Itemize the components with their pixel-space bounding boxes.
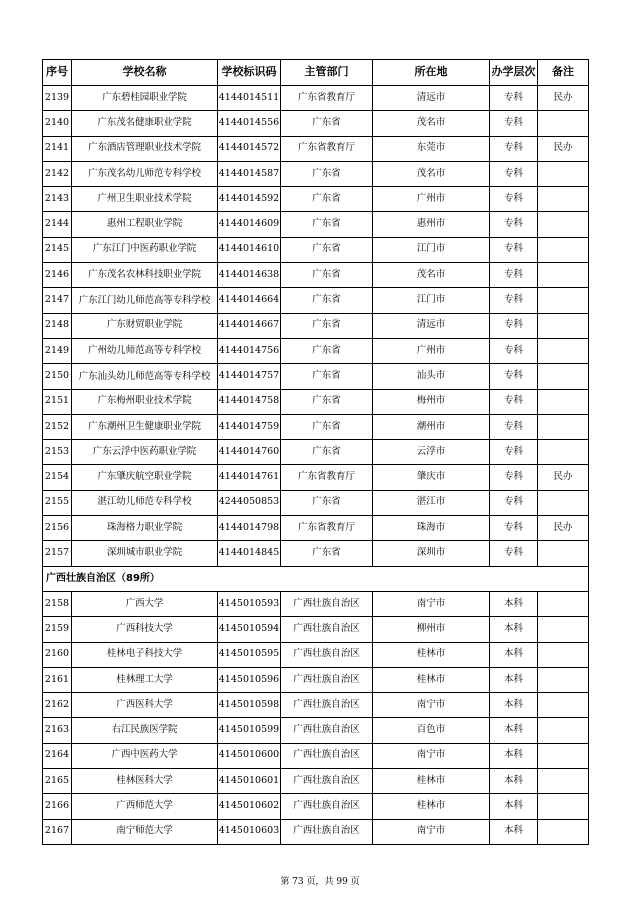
table-row [43,111,589,136]
school-name: 广东肇庆航空职业学院 [72,465,218,490]
location: 南宁市 [373,693,490,718]
school-code: 4145010603 [218,819,281,844]
row-number: 2153 [43,440,72,465]
remark [538,440,589,465]
school-code: 4244050853 [218,490,281,515]
remark [538,819,589,844]
table-row [43,237,589,262]
department: 广东省 [281,288,373,313]
location: 桂林市 [373,667,490,692]
remark [538,490,589,515]
remark [538,414,589,439]
school-code: 4144014638 [218,263,281,288]
school-code: 4144014757 [218,364,281,389]
header-no: 序号 [43,60,72,86]
remark [538,591,589,616]
row-number: 2143 [43,187,72,212]
row-number: 2167 [43,819,72,844]
department: 广东省教育厅 [281,86,373,111]
remark [538,389,589,414]
education-level: 本科 [490,667,538,692]
education-level: 专科 [490,490,538,515]
education-level: 专科 [490,187,538,212]
education-level: 专科 [490,440,538,465]
department: 广东省教育厅 [281,465,373,490]
header-row [43,60,589,86]
education-level: 专科 [490,263,538,288]
section-title: 广西壮族自治区（89所） [43,566,589,591]
location: 清远市 [373,313,490,338]
education-level: 专科 [490,313,538,338]
school-code: 4144014756 [218,338,281,363]
school-name: 广东茂名农林科技职业学院 [72,263,218,288]
education-level: 本科 [490,718,538,743]
school-name: 广东茂名幼儿师范专科学校 [72,161,218,186]
row-number: 2147 [43,288,72,313]
row-number: 2160 [43,642,72,667]
education-level: 专科 [490,136,538,161]
remark [538,693,589,718]
location: 汕头市 [373,364,490,389]
remark [538,288,589,313]
school-name: 广东云浮中医药职业学院 [72,440,218,465]
row-number: 2148 [43,313,72,338]
row-number: 2165 [43,769,72,794]
education-level: 专科 [490,237,538,262]
school-name: 右江民族医学院 [72,718,218,743]
location: 茂名市 [373,111,490,136]
remark [538,338,589,363]
school-code: 4145010601 [218,769,281,794]
table-row [43,769,589,794]
row-number: 2150 [43,364,72,389]
row-number: 2162 [43,693,72,718]
table-row [43,440,589,465]
location: 桂林市 [373,642,490,667]
department: 广东省 [281,414,373,439]
department: 广东省 [281,440,373,465]
location: 南宁市 [373,591,490,616]
school-name: 广东梅州职业技术学院 [72,389,218,414]
school-name: 桂林电子科技大学 [72,642,218,667]
remark [538,161,589,186]
department: 广西壮族自治区 [281,769,373,794]
remark [538,237,589,262]
department: 广西壮族自治区 [281,642,373,667]
school-code: 4145010599 [218,718,281,743]
header-dept: 主管部门 [281,60,373,86]
department: 广西壮族自治区 [281,667,373,692]
location: 潮州市 [373,414,490,439]
table-row [43,86,589,111]
school-name: 广东潮州卫生健康职业学院 [72,414,218,439]
school-name: 广东江门幼儿师范高等专科学校 [72,288,218,313]
table-row [43,667,589,692]
department: 广东省 [281,313,373,338]
row-number: 2157 [43,541,72,566]
education-level: 本科 [490,743,538,768]
row-number: 2166 [43,794,72,819]
guangdong-rows [43,86,589,567]
department: 广东省 [281,187,373,212]
header-name: 学校名称 [72,60,218,86]
school-name: 广州卫生职业技术学院 [72,187,218,212]
table-row [43,313,589,338]
school-name: 广东茂名健康职业学院 [72,111,218,136]
department: 广东省 [281,161,373,186]
school-code: 4144014556 [218,111,281,136]
school-code: 4144014664 [218,288,281,313]
table-row [43,136,589,161]
education-level: 专科 [490,516,538,541]
school-name: 广西科技大学 [72,617,218,642]
department: 广西壮族自治区 [281,819,373,844]
education-level: 专科 [490,364,538,389]
education-level: 本科 [490,617,538,642]
department: 广东省 [281,490,373,515]
school-code: 4145010596 [218,667,281,692]
row-number: 2139 [43,86,72,111]
section-group [43,566,589,591]
table-row [43,338,589,363]
table-row [43,187,589,212]
school-name: 广东财贸职业学院 [72,313,218,338]
school-name: 广州幼儿师范高等专科学校 [72,338,218,363]
school-name: 广东酒店管理职业技术学院 [72,136,218,161]
education-level: 本科 [490,693,538,718]
table-row [43,541,589,566]
department: 广西壮族自治区 [281,743,373,768]
table-row [43,743,589,768]
remark [538,667,589,692]
location: 珠海市 [373,516,490,541]
school-code: 4144014758 [218,389,281,414]
header-note: 备注 [538,60,589,86]
education-level: 专科 [490,338,538,363]
school-code: 4145010595 [218,642,281,667]
education-level: 专科 [490,161,538,186]
table-row [43,591,589,616]
location: 深圳市 [373,541,490,566]
table-row [43,718,589,743]
school-code: 4144014761 [218,465,281,490]
school-code: 4145010598 [218,693,281,718]
table-row [43,288,589,313]
remark [538,541,589,566]
school-code: 4144014572 [218,136,281,161]
school-code: 4144014592 [218,187,281,212]
location: 梅州市 [373,389,490,414]
school-code: 4144014511 [218,86,281,111]
school-name: 广西医科大学 [72,693,218,718]
education-level: 本科 [490,769,538,794]
department: 广东省教育厅 [281,136,373,161]
row-number: 2163 [43,718,72,743]
row-number: 2146 [43,263,72,288]
location: 东莞市 [373,136,490,161]
school-name: 广西师范大学 [72,794,218,819]
row-number: 2164 [43,743,72,768]
row-number: 2156 [43,516,72,541]
location: 清远市 [373,86,490,111]
row-number: 2152 [43,414,72,439]
remark [538,743,589,768]
remark [538,794,589,819]
header-location: 所在地 [373,60,490,86]
department: 广东省 [281,111,373,136]
row-number: 2159 [43,617,72,642]
school-code: 4144014798 [218,516,281,541]
remark [538,212,589,237]
remark [538,364,589,389]
school-code: 4145010594 [218,617,281,642]
remark [538,187,589,212]
school-name: 广西中医药大学 [72,743,218,768]
department: 广东省 [281,389,373,414]
table-row [43,364,589,389]
row-number: 2155 [43,490,72,515]
education-level: 专科 [490,111,538,136]
school-code: 4144014845 [218,541,281,566]
location: 惠州市 [373,212,490,237]
school-code: 4145010593 [218,591,281,616]
department: 广西壮族自治区 [281,693,373,718]
department: 广西壮族自治区 [281,591,373,616]
remark [538,263,589,288]
education-level: 本科 [490,819,538,844]
school-name: 广东汕头幼儿师范高等专科学校 [72,364,218,389]
location: 桂林市 [373,769,490,794]
table-row [43,819,589,844]
location: 南宁市 [373,819,490,844]
table-row [43,389,589,414]
location: 广州市 [373,187,490,212]
school-name: 湛江幼儿师范专科学校 [72,490,218,515]
header-level: 办学层次 [490,60,538,86]
remark [538,718,589,743]
education-level: 专科 [490,465,538,490]
row-number: 2142 [43,161,72,186]
table-row [43,465,589,490]
location: 江门市 [373,237,490,262]
section-row [43,566,589,591]
table-row [43,693,589,718]
school-code: 4144014759 [218,414,281,439]
remark: 民办 [538,516,589,541]
school-code: 4144014760 [218,440,281,465]
table-row [43,516,589,541]
row-number: 2161 [43,667,72,692]
remark [538,111,589,136]
remark: 民办 [538,86,589,111]
row-number: 2149 [43,338,72,363]
department: 广东省 [281,212,373,237]
school-name: 惠州工程职业学院 [72,212,218,237]
school-code: 4144014610 [218,237,281,262]
school-name: 桂林理工大学 [72,667,218,692]
remark [538,313,589,338]
remark [538,642,589,667]
school-code: 4145010602 [218,794,281,819]
table-row [43,414,589,439]
education-level: 专科 [490,541,538,566]
location: 南宁市 [373,743,490,768]
location: 百色市 [373,718,490,743]
school-name: 广东江门中医药职业学院 [72,237,218,262]
table-row [43,161,589,186]
education-level: 专科 [490,288,538,313]
school-code: 4144014667 [218,313,281,338]
school-name: 广东碧桂园职业学院 [72,86,218,111]
location: 云浮市 [373,440,490,465]
row-number: 2140 [43,111,72,136]
row-number: 2145 [43,237,72,262]
department: 广西壮族自治区 [281,617,373,642]
row-number: 2154 [43,465,72,490]
education-level: 专科 [490,86,538,111]
education-level: 专科 [490,414,538,439]
remark: 民办 [538,136,589,161]
guangxi-rows [43,591,589,844]
row-number: 2151 [43,389,72,414]
table-row [43,794,589,819]
table-row [43,263,589,288]
location: 湛江市 [373,490,490,515]
location: 茂名市 [373,161,490,186]
education-level: 本科 [490,642,538,667]
school-code: 4145010600 [218,743,281,768]
school-code: 4144014587 [218,161,281,186]
school-name: 桂林医科大学 [72,769,218,794]
remark: 民办 [538,465,589,490]
table-row [43,642,589,667]
school-name: 珠海格力职业学院 [72,516,218,541]
department: 广东省教育厅 [281,516,373,541]
department: 广西壮族自治区 [281,718,373,743]
table-row [43,490,589,515]
location: 茂名市 [373,263,490,288]
row-number: 2144 [43,212,72,237]
department: 广东省 [281,263,373,288]
row-number: 2141 [43,136,72,161]
location: 广州市 [373,338,490,363]
table-row [43,617,589,642]
school-code: 4144014609 [218,212,281,237]
education-level: 专科 [490,389,538,414]
institutions-table [42,59,589,845]
location: 桂林市 [373,794,490,819]
location: 肇庆市 [373,465,490,490]
education-level: 本科 [490,591,538,616]
department: 广东省 [281,237,373,262]
table-row [43,212,589,237]
remark [538,769,589,794]
education-level: 专科 [490,212,538,237]
department: 广东省 [281,364,373,389]
education-level: 本科 [490,794,538,819]
school-name: 深圳城市职业学院 [72,541,218,566]
department: 广东省 [281,541,373,566]
page-footer: 第 73 页，共 99 页 [280,877,360,887]
header-code: 学校标识码 [218,60,281,86]
department: 广西壮族自治区 [281,794,373,819]
department: 广东省 [281,338,373,363]
school-name: 南宁师范大学 [72,819,218,844]
location: 柳州市 [373,617,490,642]
row-number: 2158 [43,591,72,616]
remark [538,617,589,642]
location: 江门市 [373,288,490,313]
school-name: 广西大学 [72,591,218,616]
